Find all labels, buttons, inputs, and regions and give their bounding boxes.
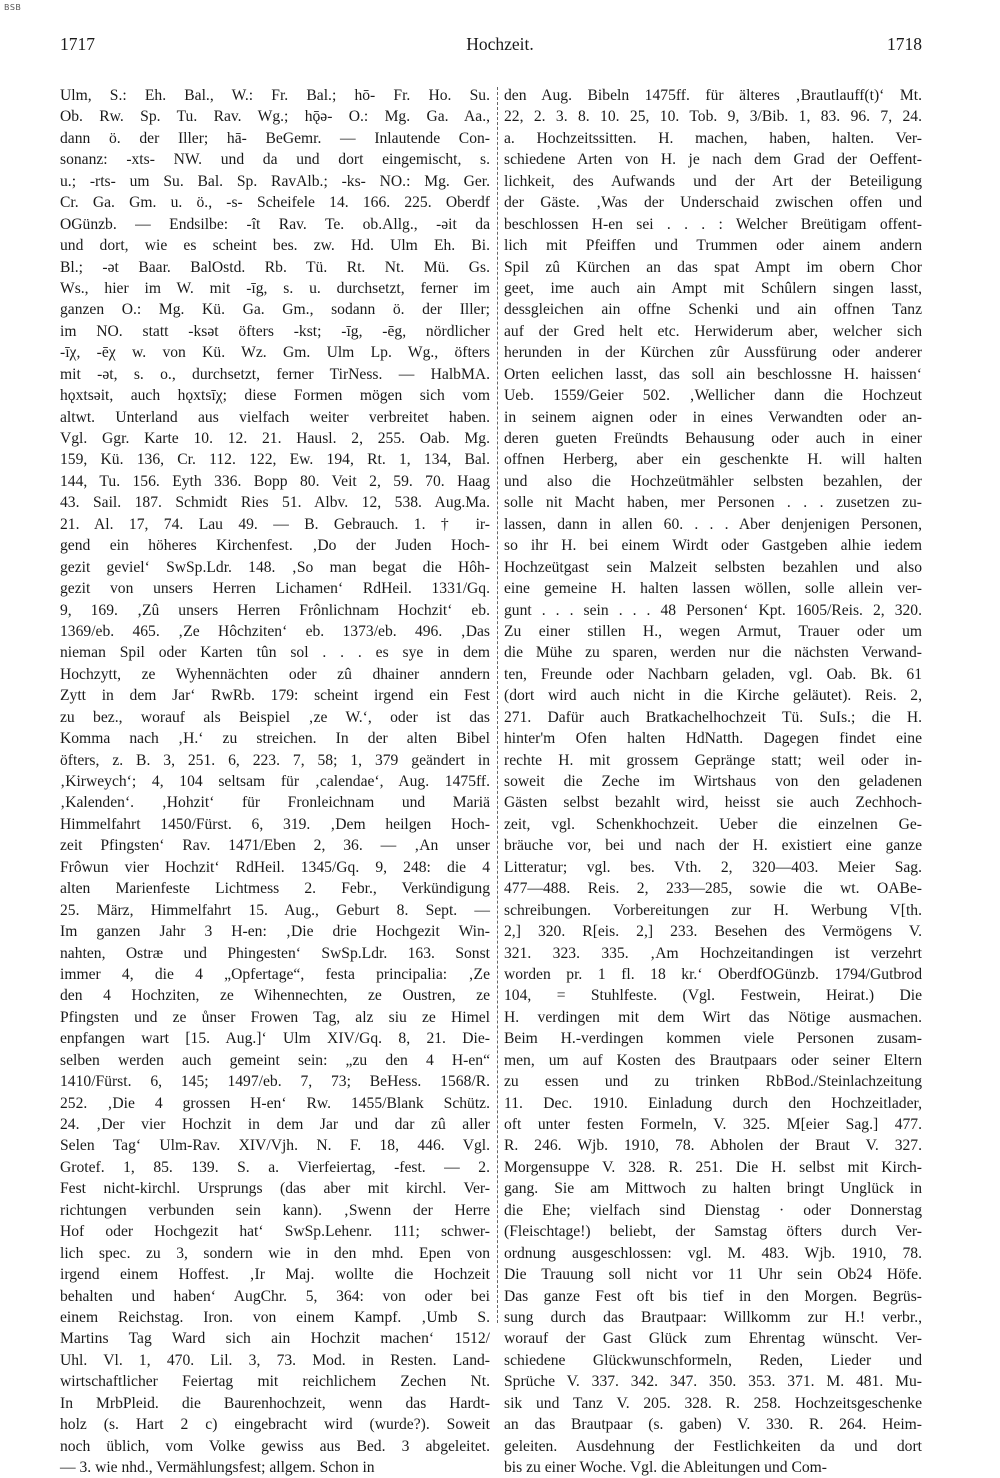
text-line: 25. März, Himmelfahrt 15. Aug., Geburt 8. Sept. — bbox=[60, 901, 490, 919]
text-line: der Gäste. ‚Was der Underschaid zwischen offen und bbox=[504, 194, 922, 212]
text-line: deren gueten Freündts Behausung oder auch in einer bbox=[504, 430, 922, 447]
text-line: Das ganze Fest oft bis tief in den Morgen. Begrüs- bbox=[504, 1287, 922, 1305]
text-line: Ueb. 1559/Geier 502. ‚Wellicher dann die Hochzeut bbox=[504, 387, 922, 405]
text-line: altwt. Unterland aus vielfach weiter verbreitet haben. bbox=[60, 408, 490, 426]
text-line: den Aug. Bibeln 1475ff. für älteres ‚Brautlauff(t)‘ Mt. bbox=[504, 87, 922, 104]
text-line: lich mit Pfeiffen und Trummen oder ainem andern bbox=[504, 237, 922, 255]
text-line: selben werden auch gemeint sein: „zu den 4 H-en“ bbox=[60, 1051, 490, 1069]
text-line: bräuche vor, bei und nach der H. existiert eine ganze bbox=[504, 837, 922, 855]
text-line: 2,] 320. R[eis. 2,] 233. Besehen des Vermögens V. bbox=[504, 923, 922, 941]
text-line: Ws., hier im W. mit -īg, s. u. durchsetzt, ferner im bbox=[60, 279, 490, 297]
text-line: Bl.; -ət Baar. BalOstd. Rb. Tü. Rt. Nt. Mü. Gs. bbox=[60, 258, 490, 276]
text-line: gend ein höheres Kirchenfest. ‚Do der Juden Hoch- bbox=[60, 537, 490, 555]
text-line: hinter'm Ofen halten HdNatth. Dagegen findet eine bbox=[504, 730, 922, 748]
text-line: zeit, vgl. Schenkhochzeit. Ueber die einzelnen Ge- bbox=[504, 815, 922, 833]
text-line: an das Brautpaar (s. gaben) V. 330. R. 264. Heim- bbox=[504, 1416, 922, 1434]
text-line: 24. ‚Der vier Hochzit in dem Jar und dar zû aller bbox=[60, 1116, 490, 1133]
text-line: geet, ime auch ain Ampt mit Schûlern singen lasst, bbox=[504, 279, 922, 297]
text-line: sik und Tanz V. 205. 328. R. 258. Hochzeitsgeschenke bbox=[504, 1394, 922, 1412]
text-line: auf der Gred helt etc. Herwiderum aber, welcher sich bbox=[504, 322, 922, 340]
library-watermark: BSB bbox=[4, 3, 22, 12]
text-line: Martins Tag Ward sich ain Hochzit machen‘ 1512/ bbox=[60, 1330, 490, 1348]
text-line: Grotef. 1, 85. 139. S. a. Vierfeiertag, -fest. — 2. bbox=[60, 1158, 490, 1176]
text-line: R. 246. Wjb. 1910, 78. Abholen der Braut V. 327. bbox=[504, 1137, 922, 1155]
text-line: Orten eelichen lasst, das soll ain beschlossne H. haissen‘ bbox=[504, 365, 922, 383]
text-line: die Mühe zu sparen, werden nur die nächsten Verwand- bbox=[504, 644, 922, 662]
text-line: geleiten. Ausdehnung der Festlichkeiten da und dort bbox=[504, 1437, 922, 1455]
text-line: mit -ət, s. o., durchsetzt, ferner TirNess. — HalbMA. bbox=[60, 365, 490, 383]
text-line: solle nit Macht haben, mer Personen . . . zusetzen zu- bbox=[504, 494, 922, 512]
text-columns bbox=[60, 85, 922, 1476]
text-line: ‚Kalenden‘. ‚Hohzit‘ für Fronleichnam und Mariä bbox=[60, 794, 490, 812]
text-line: richtungen verbunden sein kann). ‚Swenn der Herre bbox=[60, 1201, 490, 1219]
text-line: 477—488. Reis. 2, 233—285, sowie die wt. OABe- bbox=[504, 880, 922, 898]
text-line: irgend einem Hoffest. ‚Ir Maj. wollte die Hochzeit bbox=[60, 1266, 490, 1284]
text-line: Gästen selbst bezahlt wird, heisst sie auch Zechhoch- bbox=[504, 794, 922, 812]
text-line: 43. Sail. 187. Schmidt Ries 51. Albv. 12, 538. Aug.Ma. bbox=[60, 494, 490, 512]
text-line: und dort, wie es scheint bes. zw. Hd. Ulm Eh. Bi. bbox=[60, 237, 490, 255]
text-line: schiedene Arten von H. je nach dem Grad der Oeffent- bbox=[504, 151, 922, 169]
text-line: gezit geviel‘ SwSp.Ldr. 148. ‚So man begat die Hôh- bbox=[60, 558, 490, 576]
text-line: Vgl. Ggr. Karte 10. 12. 21. Hausl. 2, 255. Oab. Mg. bbox=[60, 430, 490, 447]
text-line: ganzen O.: Mg. Kü. Ga. Gm., sodann ö. der Iller; bbox=[60, 301, 490, 319]
text-line: Hochzytt, ze Wyhennächten oder zû dhainer anndern bbox=[60, 665, 490, 683]
text-line: lichkeit, des Aufwands und der Art der Beteiligung bbox=[504, 172, 922, 190]
page-number-left: 1717 bbox=[60, 34, 95, 54]
text-line: Frôwun vier Hochzit‘ RdHeil. 1345/Gq. 9, 248: die 4 bbox=[60, 858, 490, 876]
text-line: 321. 323. 335. ‚Am Hochzeitandingen ist verzehrt bbox=[504, 944, 922, 962]
text-line: Spil zû Kürchen an das spat Ampt im obern Chor bbox=[504, 258, 922, 276]
text-line: sung durch das Brautpaar: Willkomm zur H.! verbr., bbox=[504, 1308, 922, 1326]
text-line: den 4 Hochziten, ze Wihennechten, ze Oustren, ze bbox=[60, 987, 490, 1005]
text-line: (Fleischtage!) beliebt, der Samstag öfters durch Ver- bbox=[504, 1223, 922, 1241]
text-line: gunt . . . sein . . . 48 Personen‘ Kpt. 1605/Reis. 2, 320. bbox=[504, 601, 922, 619]
text-line: enpfangen wart [15. Aug.]‘ Ulm XIV/Gq. 8, 21. Die- bbox=[60, 1030, 490, 1048]
text-line: — 3. wie nhd., Vermählungsfest; allgem. Schon in bbox=[60, 1459, 375, 1476]
text-line: Fest nicht-kirchl. Ursprungs (das aber mit kirchl. Ver- bbox=[60, 1180, 490, 1198]
text-line: öfters, z. B. 3, 251. 6, 223. 7, 58; 1, 379 geändert in bbox=[60, 751, 490, 769]
text-line: 104, = Stuhlfeste. (Vgl. Festwein, Heirat.) Die bbox=[504, 987, 922, 1005]
text-line: wirtschaftlicher Feiertag mit reichlichem Zechen Nt. bbox=[60, 1373, 490, 1391]
text-line: einem Reichstag. Iron. von einem Kampf. ‚Umb S. bbox=[60, 1308, 490, 1326]
text-line: Komma nach ‚H.‘ zu streichen. In der alten Bibel bbox=[60, 730, 490, 748]
text-line: lich spec. zu 3, sondern wie in den mhd. Epen von bbox=[60, 1244, 490, 1262]
text-line: 144, Tu. 156. Eyth 336. Bopp 80. Veit 2, 59. 70. Haag bbox=[60, 472, 490, 490]
text-line: 11. Dec. 1910. Einladung durch den Hochzeitlader, bbox=[504, 1094, 922, 1112]
text-line: dessgleichen ain offne Schenki und ain offnen Tanz bbox=[504, 301, 922, 319]
text-line: Zu einer stillen H., wegen Armut, Trauer oder um bbox=[504, 622, 922, 640]
text-line: zu essen und zu trinken RbBod./Steinlachzeitung bbox=[504, 1073, 922, 1091]
text-line: u.; -rts- um Su. Bal. Sp. RavAlb.; -ks- NO.: Mg. Ger. bbox=[60, 172, 490, 190]
text-line: schiedene Glückwunschformeln, Reden, Lieder und bbox=[504, 1351, 922, 1369]
left-column bbox=[60, 85, 490, 1476]
text-line: offnen Herberg, aber ein geschenkte H. will halten bbox=[504, 451, 922, 469]
text-line: 1369/eb. 465. ‚Ze Hôchziten‘ eb. 1373/eb. 496. ‚Das bbox=[60, 622, 490, 640]
text-line: Himmelfahrt 1450/Fürst. 6, 319. ‚Dem heilgen Hoch- bbox=[60, 815, 490, 833]
text-line: soweit die Zeche im Wirtshaus von den geladenen bbox=[504, 773, 922, 790]
text-line: sonanz: -xts- NW. und da und dort eingemischt, s. bbox=[60, 151, 490, 169]
text-line: die Ehe; vielfach sind Dienstag · oder Donnerstag bbox=[504, 1201, 922, 1219]
text-line: holz (s. Hart 2 c) eingebracht wird (wurde?). Soweit bbox=[60, 1416, 490, 1434]
text-line: gezit von unsers Herren Lichamen‘ RdHeil. 1331/Gq. bbox=[60, 580, 490, 598]
text-line: eine gemeine H. halten lassen wöllen, solle allein ver- bbox=[504, 580, 922, 598]
page-header bbox=[0, 34, 1000, 58]
right-column bbox=[504, 85, 922, 1476]
text-line: worden pr. 1 fl. 18 kr.‘ OberdfOGünzb. 1794/Gutbrod bbox=[504, 965, 922, 983]
text-line: ordnung ausgeschlossen: vgl. M. 483. Wjb. 1910, 78. bbox=[504, 1244, 922, 1262]
column-divider bbox=[497, 87, 498, 1323]
text-line: a. Hochzeitssitten. H. machen, haben, halten. Ver- bbox=[504, 129, 922, 147]
text-line: ‚Kirweych‘; 4, 104 seltsam für ‚calendae‘, Aug. 1475ff. bbox=[60, 773, 490, 790]
text-line: hǫxtsəit, auch hǫxtsīχ; diese Formen mögen sich vom bbox=[60, 387, 490, 405]
text-line: herunden in der Kürchen zûr Aussfürung oder anderer bbox=[504, 344, 922, 362]
text-line: 271. Dafür auch Bratkachelhochzeit Tü. SuIs.; die H. bbox=[504, 708, 922, 726]
text-line: und also die Hochzeütmähler selbsten bezahlen, der bbox=[504, 472, 922, 490]
text-line: 159, Kü. 136, Cr. 112. 122, Ew. 194, Rt. 1, 134, Bal. bbox=[60, 451, 490, 469]
text-line: behalten und haben‘ AugChr. 5, 364: von oder bei bbox=[60, 1287, 490, 1305]
text-line: alten Marienfeste Lichtmess 2. Febr., Verkündigung bbox=[60, 880, 490, 898]
text-line: -īχ, -ēχ w. von Kü. Wz. Gm. Ulm Lp. Wg., öfters bbox=[60, 344, 490, 362]
page-number-right: 1718 bbox=[887, 34, 922, 54]
text-line: Hochzeütgast sein Malzeit selbsten bezahlen und also bbox=[504, 558, 922, 576]
text-line: Litteratur; vgl. bes. Vth. 2, 320—403. Meier Sag. bbox=[504, 858, 922, 876]
text-line: 22, 2. 3. 8. 10. 25, 10. Tob. 9, 3/Bib. 1, 83. 96. 7, 24. bbox=[504, 108, 922, 126]
text-line: Sprüche V. 337. 342. 347. 350. 353. 371. M. 481. Mu- bbox=[504, 1373, 922, 1391]
text-line: Cr. Ga. Gm. u. ö., -s- Scheifele 14. 166. 225. Oberdf bbox=[60, 194, 490, 212]
text-line: Hof oder Hochgezit hat‘ SwSp.Lehenr. 111; schwer- bbox=[60, 1223, 490, 1241]
text-line: H. verdingen mit dem Wirt das Nötige ausmachen. bbox=[504, 1008, 922, 1026]
text-line: immer 4, die 4 „Opfertage“, festa principalia: ‚Ze bbox=[60, 965, 490, 983]
text-line: 252. ‚Die 4 grossen H-en‘ Rw. 1455/Blank Schütz. bbox=[60, 1094, 490, 1112]
text-line: Selen Tag‘ Ulm-Rav. XIV/Vjh. N. F. 18, 446. Vgl. bbox=[60, 1137, 490, 1155]
text-line: lassen, dann in allen 60. . . . Aber denjenigen Personen, bbox=[504, 515, 922, 533]
text-line: nahten, Ostræ und Phingesten‘ SwSp.Ldr. 163. Sonst bbox=[60, 944, 490, 962]
text-line: im NO. statt -ksət öfters -kst; -īg, -ēg, nördlicher bbox=[60, 322, 490, 340]
text-line: 9, 169. ‚Zû unsers Herren Frônlichnam Hochzit‘ eb. bbox=[60, 601, 490, 619]
text-line: in seinem aignen oder in eines Verwandten oder an- bbox=[504, 408, 922, 426]
text-line: Im ganzen Jahr 3 H-en: ‚Die drie Hochgezit Win- bbox=[60, 923, 490, 941]
text-line: oft unter festen Formeln, V. 325. M[eier Sag.] 477. bbox=[504, 1116, 922, 1133]
text-line: men, um auf Kosten des Brautpaars oder seiner Eltern bbox=[504, 1051, 922, 1069]
text-line: zu bez., worauf als Beispiel ‚ze W.‘, oder ist das bbox=[60, 708, 490, 726]
text-line: Pfingsten und ze ůnser Frowen Tag, alz siu ze Himel bbox=[60, 1008, 490, 1026]
text-line: Beim H.-verdingen kommen viele Personen zusam- bbox=[504, 1030, 922, 1048]
text-line: 1410/Fürst. 6, 145; 1497/eb. 7, 73; BeHess. 1568/R. bbox=[60, 1073, 490, 1091]
text-line: schreibungen. Vorbereitungen zur H. Werbung V[th. bbox=[504, 901, 922, 919]
text-line: OGünzb. — Endsilbe: -ît Rav. Te. ob.Allg., -əit da bbox=[60, 215, 490, 233]
text-line: Die Trauung soll nicht vor 11 Uhr sein Ob24 Höfe. bbox=[504, 1266, 922, 1284]
text-line: noch üblich, vom Volke gewiss aus Bed. 3 abgeleitet. bbox=[60, 1437, 490, 1455]
text-line: 21. Al. 17, 74. Lau 49. — B. Gebrauch. 1. † ir- bbox=[60, 515, 490, 533]
text-line: Ulm, S.: Eh. Bal., W.: Fr. Bal.; hō- Fr. Ho. Su. bbox=[60, 87, 490, 104]
text-line: Ob. Rw. Sp. Tu. Rav. Wg.; hǭə- O.: Mg. Ga. Aa., bbox=[60, 108, 490, 126]
text-line: bis zu einer Woche. Vgl. die Ableitungen und Com- bbox=[504, 1459, 827, 1476]
text-line: gang. Sie am Mittwoch zu halten bringt Unglück in bbox=[504, 1180, 922, 1198]
text-line: nieman Spil oder Karten tûn sol . . . es sye in dem bbox=[60, 644, 490, 662]
text-line: worauf der Gast Glück zum Ehrentag wünscht. Ver- bbox=[504, 1330, 922, 1348]
text-line: ten, Freunde oder Nachbarn geladen, vgl. Oab. Bk. 61 bbox=[504, 665, 922, 683]
text-line: zeit Pfingsten‘ Rav. 1471/Eben 2, 36. — ‚An unser bbox=[60, 837, 490, 855]
text-line: so ihr H. bei einem Wirdt oder Gastgeben alhie iedem bbox=[504, 537, 922, 555]
text-line: rechte H. mit grossem Gepränge statt; weil oder in- bbox=[504, 751, 922, 769]
text-line: Zytt in dem Jar‘ RwRb. 179: scheint irgend ein Fest bbox=[60, 687, 490, 705]
text-line: (dort wird auch nicht in die Kirche geläutet). Reis. 2, bbox=[504, 687, 922, 705]
text-line: Morgensuppe V. 328. R. 251. Die H. selbst mit Kirch- bbox=[504, 1158, 922, 1176]
text-line: Uhl. Vl. 1, 470. Lil. 3, 73. Mod. in Resten. Land- bbox=[60, 1351, 490, 1369]
text-line: beschlossen H-en sei . . . : Welcher Breütigam offent- bbox=[504, 215, 922, 233]
text-line: dann ö. der Iller; hā- BeGemr. — Inlautende Con- bbox=[60, 129, 490, 147]
running-title: Hochzeit. bbox=[466, 34, 534, 54]
text-line: In MrbPleid. die Baurenhochzeit, wenn das Hardt- bbox=[60, 1394, 490, 1412]
